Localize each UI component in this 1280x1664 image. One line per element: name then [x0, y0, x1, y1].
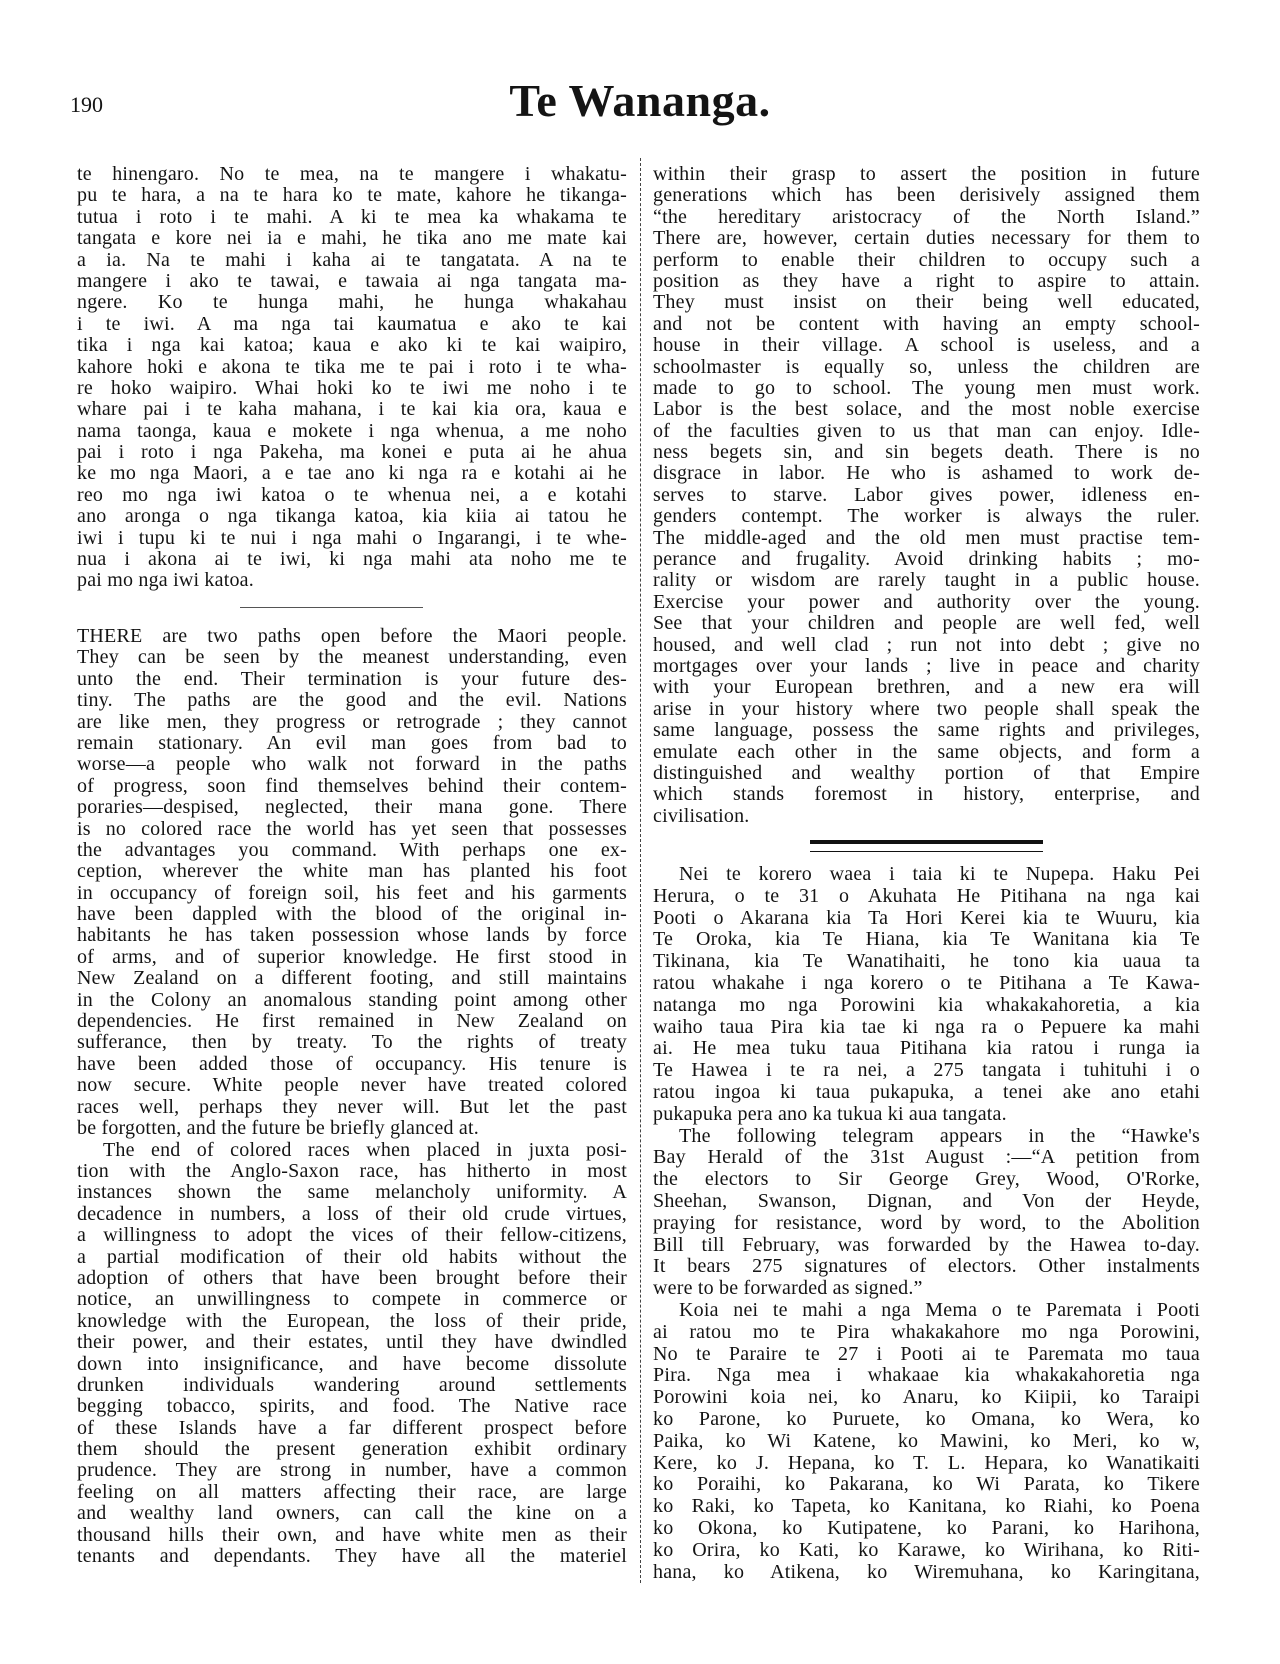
text-line: generations which has been derisively assigned them [653, 185, 1200, 207]
text-line: natanga mo nga Porowini kia whakakahoretia, a kia [653, 994, 1200, 1016]
text-line: Koia nei te mahi a nga Mema o te Paremata i Pooti [679, 1300, 1200, 1321]
text-line: ko Orira, ko Kati, ko Karawe, ko Wirihana, ko Riti- [653, 1539, 1200, 1561]
text-line: nama taonga, kaua e mokete i nga whenua, a me noho [77, 420, 627, 442]
text-line: The following telegram appears in the “Hawke's [679, 1125, 1200, 1147]
text-line: rality or wisdom are rarely taught in a public house. [653, 570, 1200, 592]
text-line: Nei te korero waea i taia ki te Nupepa. Haku Pei [679, 864, 1200, 885]
text-line: te hinengaro. No te mea, na te mangere i whakatu- [77, 164, 627, 185]
text-line: reo mo nga iwi katoa o te whenua nei, a e kotahi [77, 484, 627, 506]
text-line: kahore hoki e akona te tika me te pai i roto i te wha- [77, 356, 627, 378]
text-line: ano aronga o nga tikanga katoa, kia kiia ai tatou he [77, 506, 627, 528]
text-line: nua i akona ai te iwi, ki nga mahi ata noho me te [77, 549, 627, 571]
text-line: thousand hills their own, and have white men as their [77, 1524, 627, 1546]
text-line: It bears 275 signatures of electors. Other instalments [653, 1256, 1200, 1278]
text-line: No te Paraire te 27 i Pooti ai te Paremata mo taua [653, 1343, 1200, 1365]
text-line: of progress, soon find themselves behind their contem- [77, 775, 627, 797]
text-line: them should the present generation exhibit ordinary [77, 1439, 627, 1461]
text-line: tenants and dependants. They have all the materiel [77, 1546, 627, 1568]
text-line: There are, however, certain duties necessary for them to [653, 228, 1200, 250]
text-line: were to be forwarded as signed.” [653, 1278, 923, 1300]
text-line: is no colored race the world has yet seen that possesses [77, 818, 627, 840]
text-line: feeling on all matters affecting their race, are large [77, 1481, 627, 1503]
text-line: a ia. Na te mahi i kaha ai te tangatata. A na te [77, 249, 627, 271]
text-line: New Zealand on a different footing, and still maintains [77, 968, 627, 990]
text-line: civilisation. [653, 805, 750, 827]
text-line: pai i roto i nga Pakeha, ma konei e puta ai he ahua [77, 442, 627, 464]
text-line: their power, and their estates, until they have dwindled [77, 1332, 627, 1354]
text-line: housed, and well clad ; run not into debt ; give no [653, 634, 1200, 656]
text-line: decadence in numbers, a loss of their old crude virtues, [77, 1203, 627, 1225]
article-two-paths [77, 626, 627, 1139]
text-line: The end of colored races when placed in juxta posi- [103, 1139, 627, 1161]
article-continuation-maori [77, 164, 627, 592]
text-line: praying for resistance, word by word, to the Abolition [653, 1212, 1200, 1234]
text-line: pu te hara, a na te hara ko te mate, kahore he tikanga- [77, 185, 627, 207]
double-rule-divider [810, 840, 1043, 852]
article-continuation-english [653, 164, 1200, 827]
text-line: of arms, and of superior knowledge. He first stood in [77, 946, 627, 968]
text-line: whare pai i te kaha mahana, i te kai kia ora, kaua e [77, 399, 627, 421]
text-line: mortgages over your lands ; live in peace and charity [653, 655, 1200, 677]
text-line: ko Parone, ko Puruete, ko Omana, ko Wera, ko [653, 1408, 1200, 1430]
text-line: distinguished and wealthy portion of that Empire [653, 762, 1200, 784]
text-line: ai. He mea tuku taua Pitihana kia ratou i runga ia [653, 1038, 1200, 1060]
text-line: notice, an unwillingness to compete in commerce or [77, 1289, 627, 1311]
text-line: ratou whakahe i nga korero o te Pitihana a Te Kawa- [653, 972, 1200, 994]
text-line: perance and frugality. Avoid drinking habits ; mo- [653, 549, 1200, 571]
text-line: tangata e kore nei ia e mahi, he tika ano me mate kai [77, 228, 627, 250]
text-line: ngere. Ko te hunga mahi, he hunga whakahau [77, 292, 627, 314]
text-line: made to go to school. The young men must work. [653, 377, 1200, 399]
text-line: sufferance, then by treaty. To the rights of treaty [77, 1032, 627, 1054]
text-line: Labor is the best solace, and the most noble exercise [653, 399, 1200, 421]
text-line: Bill till February, was forwarded by the Hawea to-day. [653, 1234, 1200, 1256]
text-line: within their grasp to assert the position in future [653, 164, 1200, 185]
newspaper-masthead: Te Wananga. [509, 75, 771, 126]
text-line: knowledge with the European, the loss of their pride, [77, 1310, 627, 1332]
text-line: in occupancy of foreign soil, his feet and his garments [77, 882, 627, 904]
text-line: and wealthy land owners, can call the kine on a [77, 1503, 627, 1525]
text-line: tion with the Anglo-Saxon race, has hitherto in most [77, 1160, 627, 1182]
telegram-english [653, 1126, 1200, 1300]
text-line: Porowini koia nei, ko Anaru, ko Kiipii, ko Taraipi [653, 1387, 1200, 1409]
members-vote-list [653, 1300, 1200, 1583]
text-line: poraries—despised, neglected, their mana gone. There [77, 797, 627, 819]
text-line: “the hereditary aristocracy of the North Island.” [653, 206, 1200, 228]
text-line: Paika, ko Wi Katene, ko Mawini, ko Meri, ko w, [653, 1430, 1200, 1452]
text-line: mangere i ako te tawai, e tawaia ai nga tangata ma- [77, 270, 627, 292]
telegram-maori [653, 864, 1200, 1126]
text-line: tiny. The paths are the good and the evil. Nations [77, 690, 627, 712]
text-line: emulate each other in the same objects, and form a [653, 741, 1200, 763]
text-line: THERE are two paths open before the Maori people. [77, 626, 627, 647]
text-line: have been added those of occupancy. His tenure is [77, 1053, 627, 1075]
text-line: pai mo nga iwi katoa. [77, 570, 254, 592]
text-line: Te Hawea i te ra nei, a 275 tangata i tuhituhi i o [653, 1060, 1200, 1082]
text-line: a partial modification of their old habits without the [77, 1246, 627, 1268]
text-line: serves to starve. Labor gives power, idleness en- [653, 484, 1200, 506]
text-line: waiho taua Pira kia tae ki nga ra o Pepuere ka mahi [653, 1016, 1200, 1038]
text-line: Tikinana, kia Te Wanatihaiti, he tono kia uaua ta [653, 951, 1200, 973]
text-line: ke mo nga Maori, a e tae ano ki nga ra e kotahi ai he [77, 463, 627, 485]
text-line: the electors to Sir George Grey, Wood, O'Rorke, [653, 1169, 1200, 1191]
text-line: remain stationary. An evil man goes from bad to [77, 732, 627, 754]
text-line: begging tobacco, spirits, and food. The Native race [77, 1396, 627, 1418]
text-line: schoolmaster is equally so, unless the children are [653, 356, 1200, 378]
text-line: are like men, they progress or retrograde ; they cannot [77, 711, 627, 733]
text-line: unto the end. Their termination is your future des- [77, 668, 627, 690]
text-line: pukapuka pera ano ka tukua ki aua tangata. [653, 1103, 1007, 1125]
text-line: ratou ingoa ki taua pukapuka, a tenei ake ano etahi [653, 1081, 1200, 1103]
text-line: See that your children and people are well fed, well [653, 613, 1200, 635]
text-line: be forgotten, and the future be briefly glanced at. [77, 1117, 479, 1139]
text-line: in the Colony an anomalous standing point among other [77, 989, 627, 1011]
text-line: worse—a people who walk not forward in the paths [77, 754, 627, 776]
text-line: tika i nga kai katoa; kaua e ako ki te kai waipiro, [77, 335, 627, 357]
text-line: genders contempt. The worker is always the ruler. [653, 506, 1200, 528]
text-line: down into insignificance, and have become dissolute [77, 1353, 627, 1375]
text-line: Exercise your power and authority over the young. [653, 591, 1200, 613]
article-colored-races [77, 1140, 627, 1568]
text-line: disgrace in labor. He who is ashamed to work de- [653, 463, 1200, 485]
text-line: ception, wherever the white man has planted his foot [77, 861, 627, 883]
text-line: They must insist on their being well educated, [653, 292, 1200, 314]
text-line: Pira. Nga mea i whakaae kia whakakahoretia nga [653, 1365, 1200, 1387]
text-line: arise in your history where two people shall speak the [653, 698, 1200, 720]
text-line: habitants he has taken possession whose lands by force [77, 925, 627, 947]
text-line: a willingness to adopt the vices of their fellow-citizens, [77, 1225, 627, 1247]
page-number: 190 [70, 92, 103, 117]
text-line: ko Okona, ko Kutipatene, ko Parani, ko Harihona, [653, 1517, 1200, 1539]
text-line: races well, perhaps they never will. But let the past [77, 1096, 627, 1118]
text-line: Te Oroka, kia Te Hiana, kia Te Wanitana kia Te [653, 929, 1200, 951]
text-line: Herura, o te 31 o Akuhata He Pitihana na nga kai [653, 885, 1200, 907]
text-line: re hoko waipiro. Whai hoki ko te iwi me noho i te [77, 377, 627, 399]
text-line: of these Islands have a far different prospect before [77, 1417, 627, 1439]
text-line: position as they have a right to aspire to attain. [653, 270, 1200, 292]
text-line: tutua i roto i te mahi. A ki te mea ka whakama te [77, 206, 627, 228]
text-line: and not be content with having an empty school- [653, 313, 1200, 335]
text-line: Pooti o Akarana kia Ta Hori Kerei kia te Wuuru, kia [653, 907, 1200, 929]
text-line: The middle-aged and the old men must practise tem- [653, 527, 1200, 549]
text-line: with your European brethren, and a new era will [653, 677, 1200, 699]
text-line: prudence. They are strong in number, have a common [77, 1460, 627, 1482]
text-line: i te iwi. A ma nga tai kaumatua e ako te kai [77, 313, 627, 335]
text-line: now secure. White people never have treated colored [77, 1075, 627, 1097]
text-line: They can be seen by the meanest understanding, even [77, 647, 627, 669]
text-line: ko Poraihi, ko Pakarana, ko Wi Parata, ko Tikere [653, 1474, 1200, 1496]
text-line: dependencies. He first remained in New Zealand on [77, 1011, 627, 1033]
text-line: ko Raki, ko Tapeta, ko Kanitana, ko Riahi, ko Poena [653, 1496, 1200, 1518]
text-line: of the faculties given to us that man can enjoy. Idle- [653, 420, 1200, 442]
text-line: which stands foremost in history, enterprise, and [653, 784, 1200, 806]
text-line: ai ratou mo te Pira whakakahore mo nga Porowini, [653, 1321, 1200, 1343]
text-line: same language, possess the same rights and privileges, [653, 720, 1200, 742]
text-line: drunken individuals wandering around settlements [77, 1374, 627, 1396]
text-line: iwi i tupu ki te nui i nga mahi o Ingarangi, i te whe- [77, 527, 627, 549]
text-line: the advantages you command. With perhaps one ex- [77, 839, 627, 861]
column-divider [640, 158, 641, 1583]
text-line: Bay Herald of the 31st August :—“A petition from [653, 1147, 1200, 1169]
text-line: ness begets sin, and sin begets death. There is no [653, 442, 1200, 464]
text-line: Kere, ko J. Hepana, ko T. L. Hepara, ko Wanatikaiti [653, 1452, 1200, 1474]
text-line: hana, ko Atikena, ko Wiremuhana, ko Karingitana, [653, 1561, 1200, 1583]
text-line: instances shown the same melancholy uniformity. A [77, 1182, 627, 1204]
text-line: adoption of others that have been brought before their [77, 1267, 627, 1289]
text-line: Sheehan, Swanson, Dignan, and Von der Heyde, [653, 1190, 1200, 1212]
text-line: have been dappled with the blood of the original in- [77, 904, 627, 926]
text-line: perform to enable their children to occupy such a [653, 249, 1200, 271]
section-divider [240, 607, 423, 608]
text-line: house in their village. A school is useless, and a [653, 335, 1200, 357]
